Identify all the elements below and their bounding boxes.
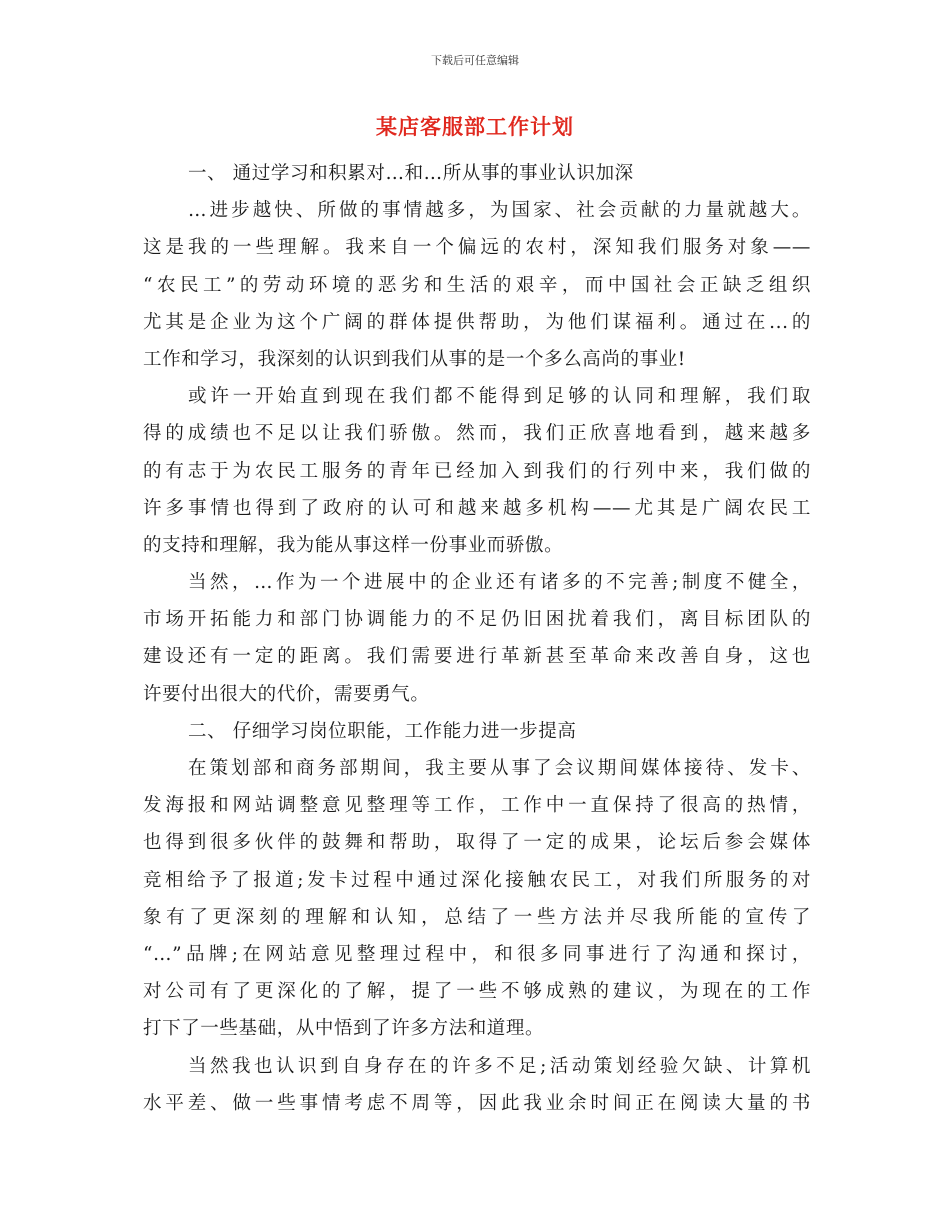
paragraph-line: 许要付出很大的代价，需要勇气。 bbox=[143, 683, 430, 705]
paragraph-line: 得的成绩也不足以让我们骄傲。然而，我们正欣喜地看到，越来越多 bbox=[143, 423, 811, 445]
paragraph-line: 许多事情也得到了政府的认可和越来越多机构——尤其是广阔农民工 bbox=[143, 497, 811, 519]
paragraph-line: “农民工”的劳动环境的恶劣和生活的艰辛，而中国社会正缺乏组织 bbox=[143, 274, 811, 296]
paragraph-line: 水平差、做一些事情考虑不周等，因此我业余时间正在阅读大量的书 bbox=[143, 1092, 811, 1114]
paragraph-line: 打下了一些基础，从中悟到了许多方法和道理。 bbox=[143, 1018, 545, 1040]
document-title: 某店客服部工作计划 bbox=[376, 114, 574, 139]
page-header-note: 下载后可任意编辑 bbox=[431, 54, 519, 67]
paragraph-line: 这是我的一些理解。我来自一个偏远的农村，深知我们服务对象—— bbox=[143, 237, 811, 259]
paragraph-line: 或许一开始直到现在我们都不能得到足够的认同和理解，我们取 bbox=[188, 386, 811, 408]
document-body bbox=[143, 155, 811, 1122]
paragraph-line: 发海报和网站调整意见整理等工作，工作中一直保持了很高的热情， bbox=[143, 795, 811, 817]
paragraph-line: “…”品牌;在网站意见整理过程中，和很多同事进行了沟通和探讨， bbox=[143, 943, 811, 965]
paragraph-line: 当然，…作为一个进展中的企业还有诸多的不完善;制度不健全， bbox=[188, 572, 811, 594]
paragraph-line: 市场开拓能力和部门协调能力的不足仍旧困扰着我们，离目标团队的 bbox=[143, 609, 811, 631]
paragraph-line: 在策划部和商务部期间，我主要从事了会议期间媒体接待、发卡、 bbox=[188, 758, 811, 779]
paragraph-line: 竞相给予了报道;发卡过程中通过深化接触农民工，对我们所服务的对 bbox=[143, 869, 811, 891]
paragraph-line: 建设还有一定的距离。我们需要进行革新甚至革命来改善自身，这也 bbox=[143, 646, 811, 668]
paragraph-line: 也得到很多伙伴的鼓舞和帮助，取得了一定的成果，论坛后参会媒体 bbox=[143, 832, 811, 854]
section-heading-1: 一、 通过学习和积累对…和…所从事的事业认识加深 bbox=[188, 163, 634, 184]
paragraph-line: 的支持和理解，我为能从事这样一份事业而骄傲。 bbox=[143, 534, 564, 556]
paragraph-line: 尤其是企业为这个广阔的群体提供帮助，为他们谋福利。通过在...的 bbox=[143, 311, 811, 333]
paragraph-line: 的有志于为农民工服务的青年已经加入到我们的行列中来，我们做的 bbox=[143, 460, 811, 482]
paragraph-line: 对公司有了更深化的了解，提了一些不够成熟的建议，为现在的工作 bbox=[143, 981, 811, 1003]
paragraph-line: 象有了更深刻的理解和认知，总结了一些方法并尽我所能的宣传了 bbox=[143, 906, 811, 928]
paragraph-line: 工作和学习，我深刻的认识到我们从事的是一个多么高尚的事业! bbox=[143, 348, 686, 370]
section-heading-2: 二、 仔细学习岗位职能，工作能力进一步提高 bbox=[188, 720, 577, 742]
paragraph-line: 当然我也认识到自身存在的许多不足;活动策划经验欠缺、计算机 bbox=[188, 1055, 811, 1077]
paragraph-line: …进步越快、所做的事情越多，为国家、社会贡献的力量就越大。 bbox=[188, 200, 811, 222]
